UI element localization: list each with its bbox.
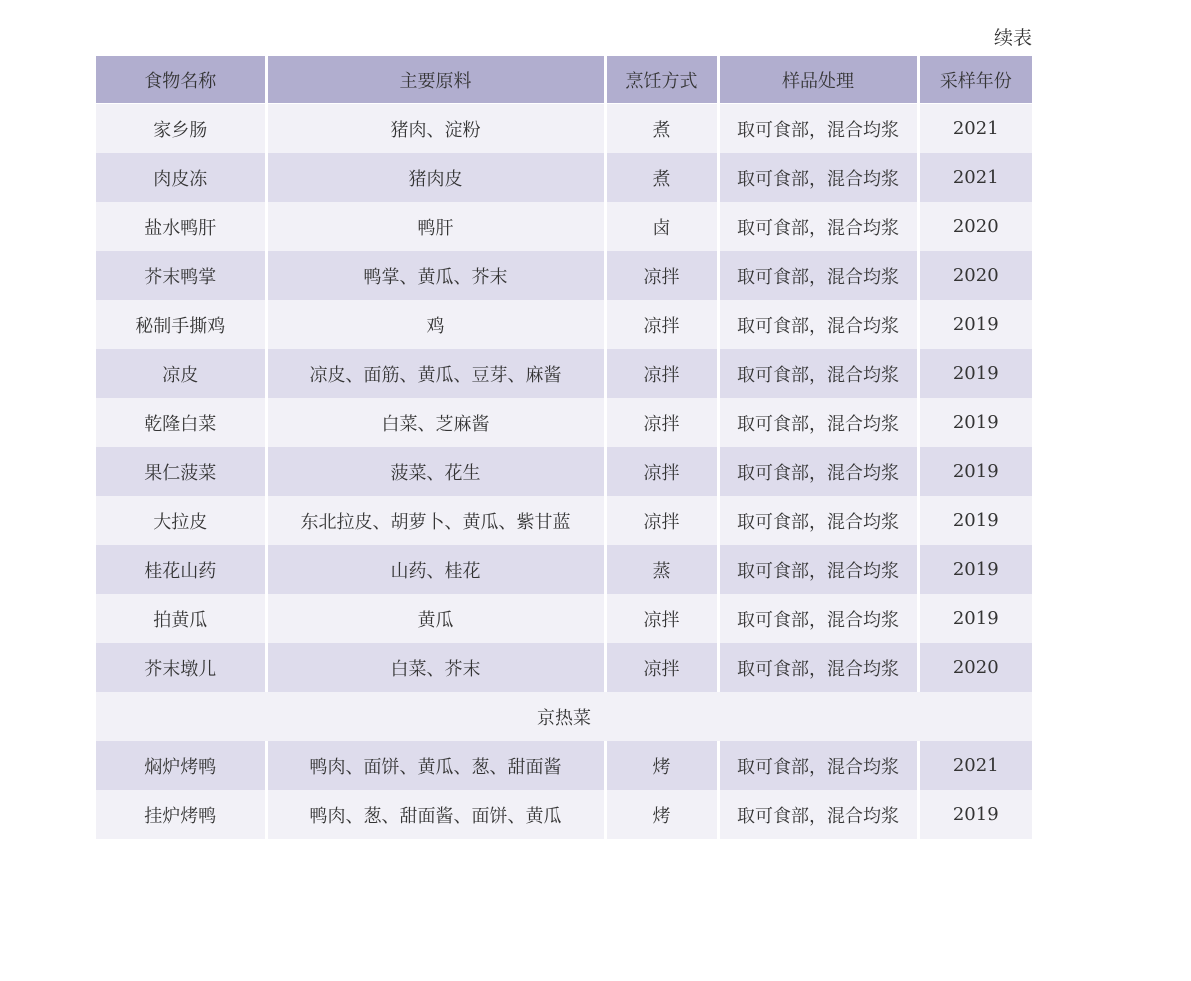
food-table [96, 56, 1032, 839]
cell-cooking-method: 凉拌 [605, 643, 718, 692]
cell-sample-processing: 取可食部，混合均浆 [718, 790, 918, 839]
cell-sampling-year: 2020 [918, 643, 1032, 692]
cell-sampling-year: 2020 [918, 202, 1032, 251]
cell-cooking-method: 卤 [605, 202, 718, 251]
cell-sample-processing: 取可食部，混合均浆 [718, 643, 918, 692]
cell-food-name: 焖炉烤鸭 [96, 741, 266, 790]
cell-sample-processing: 取可食部，混合均浆 [718, 202, 918, 251]
cell-food-name: 果仁菠菜 [96, 447, 266, 496]
table-row [96, 447, 1032, 496]
cell-food-name: 挂炉烤鸭 [96, 790, 266, 839]
cell-main-ingredients: 鸭肉、葱、甜面酱、面饼、黄瓜 [266, 790, 605, 839]
cell-cooking-method: 凉拌 [605, 251, 718, 300]
cell-main-ingredients: 白菜、芝麻酱 [266, 398, 605, 447]
table-row [96, 251, 1032, 300]
cell-sample-processing: 取可食部，混合均浆 [718, 594, 918, 643]
table-row [96, 153, 1032, 202]
cell-sample-processing: 取可食部，混合均浆 [718, 741, 918, 790]
cell-sample-processing: 取可食部，混合均浆 [718, 300, 918, 349]
cell-main-ingredients: 东北拉皮、胡萝卜、黄瓜、紫甘蓝 [266, 496, 605, 545]
header-main-ingredients: 主要原料 [266, 56, 605, 104]
header-sample-processing: 样品处理 [718, 56, 918, 104]
table-row [96, 594, 1032, 643]
cell-sampling-year: 2019 [918, 398, 1032, 447]
cell-cooking-method: 烤 [605, 741, 718, 790]
table-row [96, 545, 1032, 594]
cell-sampling-year: 2019 [918, 790, 1032, 839]
cell-food-name: 家乡肠 [96, 104, 266, 154]
cell-cooking-method: 凉拌 [605, 398, 718, 447]
cell-main-ingredients: 鸭肉、面饼、黄瓜、葱、甜面酱 [266, 741, 605, 790]
cell-main-ingredients: 猪肉皮 [266, 153, 605, 202]
cell-sample-processing: 取可食部，混合均浆 [718, 153, 918, 202]
cell-sampling-year: 2019 [918, 300, 1032, 349]
cell-sampling-year: 2021 [918, 104, 1032, 154]
cell-food-name: 秘制手撕鸡 [96, 300, 266, 349]
cell-cooking-method: 烤 [605, 790, 718, 839]
cell-food-name: 桂花山药 [96, 545, 266, 594]
cell-cooking-method: 煮 [605, 104, 718, 154]
cell-food-name: 凉皮 [96, 349, 266, 398]
cell-food-name: 肉皮冻 [96, 153, 266, 202]
cell-sampling-year: 2019 [918, 447, 1032, 496]
cell-main-ingredients: 猪肉、淀粉 [266, 104, 605, 154]
table-row [96, 398, 1032, 447]
table-row [96, 643, 1032, 692]
table-row [96, 741, 1032, 790]
cell-sampling-year: 2020 [918, 251, 1032, 300]
table-row [96, 496, 1032, 545]
cell-cooking-method: 凉拌 [605, 447, 718, 496]
cell-cooking-method: 凉拌 [605, 349, 718, 398]
continued-label: 续表 [994, 27, 1033, 49]
cell-sample-processing: 取可食部，混合均浆 [718, 349, 918, 398]
cell-sampling-year: 2019 [918, 545, 1032, 594]
table-row [96, 300, 1032, 349]
cell-sampling-year: 2019 [918, 496, 1032, 545]
cell-main-ingredients: 黄瓜 [266, 594, 605, 643]
table-header-row [96, 56, 1032, 104]
cell-main-ingredients: 山药、桂花 [266, 545, 605, 594]
table-row [96, 104, 1032, 154]
cell-food-name: 盐水鸭肝 [96, 202, 266, 251]
header-sampling-year: 采样年份 [918, 56, 1032, 104]
cell-sample-processing: 取可食部，混合均浆 [718, 398, 918, 447]
cell-main-ingredients: 菠菜、花生 [266, 447, 605, 496]
section-label: 京热菜 [96, 692, 1032, 741]
cell-main-ingredients: 凉皮、面筋、黄瓜、豆芽、麻酱 [266, 349, 605, 398]
cell-sampling-year: 2019 [918, 349, 1032, 398]
cell-cooking-method: 煮 [605, 153, 718, 202]
cell-food-name: 芥末鸭掌 [96, 251, 266, 300]
cell-food-name: 拍黄瓜 [96, 594, 266, 643]
cell-cooking-method: 蒸 [605, 545, 718, 594]
header-food-name: 食物名称 [96, 56, 266, 104]
cell-main-ingredients: 鸭掌、黄瓜、芥末 [266, 251, 605, 300]
cell-food-name: 大拉皮 [96, 496, 266, 545]
cell-food-name: 乾隆白菜 [96, 398, 266, 447]
table-row [96, 202, 1032, 251]
cell-sampling-year: 2021 [918, 153, 1032, 202]
table-row [96, 790, 1032, 839]
cell-sample-processing: 取可食部，混合均浆 [718, 251, 918, 300]
cell-sampling-year: 2019 [918, 594, 1032, 643]
cell-cooking-method: 凉拌 [605, 496, 718, 545]
cell-cooking-method: 凉拌 [605, 300, 718, 349]
cell-sample-processing: 取可食部，混合均浆 [718, 447, 918, 496]
section-row [96, 692, 1032, 741]
cell-main-ingredients: 白菜、芥末 [266, 643, 605, 692]
cell-main-ingredients: 鸡 [266, 300, 605, 349]
table-row [96, 349, 1032, 398]
cell-sampling-year: 2021 [918, 741, 1032, 790]
header-cooking-method: 烹饪方式 [605, 56, 718, 104]
cell-food-name: 芥末墩儿 [96, 643, 266, 692]
cell-sample-processing: 取可食部，混合均浆 [718, 545, 918, 594]
cell-main-ingredients: 鸭肝 [266, 202, 605, 251]
cell-sample-processing: 取可食部，混合均浆 [718, 496, 918, 545]
cell-cooking-method: 凉拌 [605, 594, 718, 643]
cell-sample-processing: 取可食部，混合均浆 [718, 104, 918, 154]
